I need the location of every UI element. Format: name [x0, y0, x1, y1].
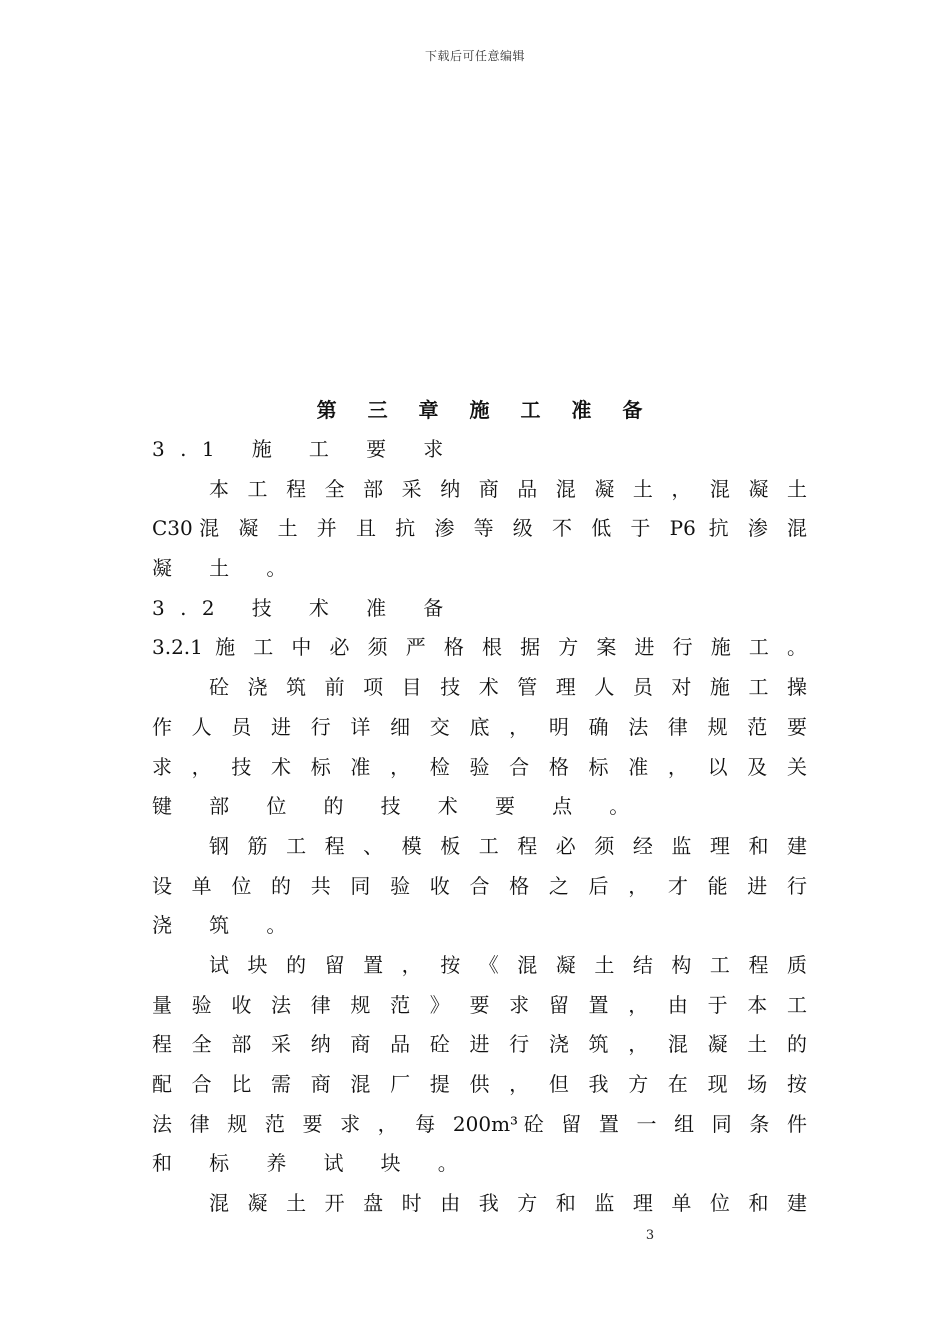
paragraph-line: 砼 浇 筑 前 项 目 技 术 管 理 人 员 对 施 工 操 [209, 675, 807, 700]
paragraph-line: 量 验 收 法 律 规 范 》 要 求 留 置 ， 由 于 本 工 [152, 992, 807, 1017]
paragraph-line: 键 部 位 的 技 术 要 点 。 [152, 794, 645, 819]
paragraph-line: 本 工 程 全 部 采 纳 商 品 混 凝 土 ， 混 凝 土 [209, 476, 807, 501]
page-number: 3 [645, 1228, 655, 1243]
paragraph-line: 求 ， 技 术 标 准 ， 检 验 合 格 标 准 ， 以 及 关 [152, 754, 807, 779]
section-heading-3-2-1: 3.2.1 施 工 中 必 须 严 格 根 据 方 案 进 行 施 工 。 [152, 635, 807, 660]
paragraph-line: 程 全 部 采 纳 商 品 砼 进 行 浇 筑 ， 混 凝 土 的 [152, 1032, 807, 1057]
paragraph-line: 凝 土 。 [152, 556, 302, 581]
section-heading-3-2: 3.2 技 术 准 备 [152, 595, 459, 620]
paragraph-line: 和 标 养 试 块 。 [152, 1151, 474, 1176]
paragraph-line: 试 块 的 留 置 ， 按 《 混 凝 土 结 构 工 程 质 [209, 952, 807, 977]
paragraph-line: C30混 凝 土 并 且 抗 渗 等 级 不 低 于 P6 抗 渗 混 [152, 516, 807, 541]
paragraph-line: 混 凝 土 开 盘 时 由 我 方 和 监 理 单 位 和 建 [209, 1191, 807, 1216]
paragraph-line: 配 合 比 需 商 混 厂 提 供 ， 但 我 方 在 现 场 按 [152, 1072, 807, 1096]
paragraph-line: 钢 筋 工 程 、 模 板 工 程 必 须 经 监 理 和 建 [209, 833, 807, 858]
paragraph-line: 法 律 规 范 要 求 ， 每 200m³砼 留 置 一 组 同 条 件 [152, 1111, 807, 1136]
paragraph-line: 设 单 位 的 共 同 验 收 合 格 之 后 ， 才 能 进 行 [152, 873, 807, 898]
chapter-title: 第 三 章 施 工 准 备 [316, 398, 655, 422]
paragraph-line: 浇 筑 。 [152, 913, 302, 938]
page-header: 下载后可任意编辑 [424, 49, 525, 63]
section-heading-3-1: 3.1 施 工 要 求 [152, 437, 459, 461]
document-body [152, 390, 807, 1224]
paragraph-line: 作 人 员 进 行 详 细 交 底 ， 明 确 法 律 规 范 要 [152, 714, 807, 739]
